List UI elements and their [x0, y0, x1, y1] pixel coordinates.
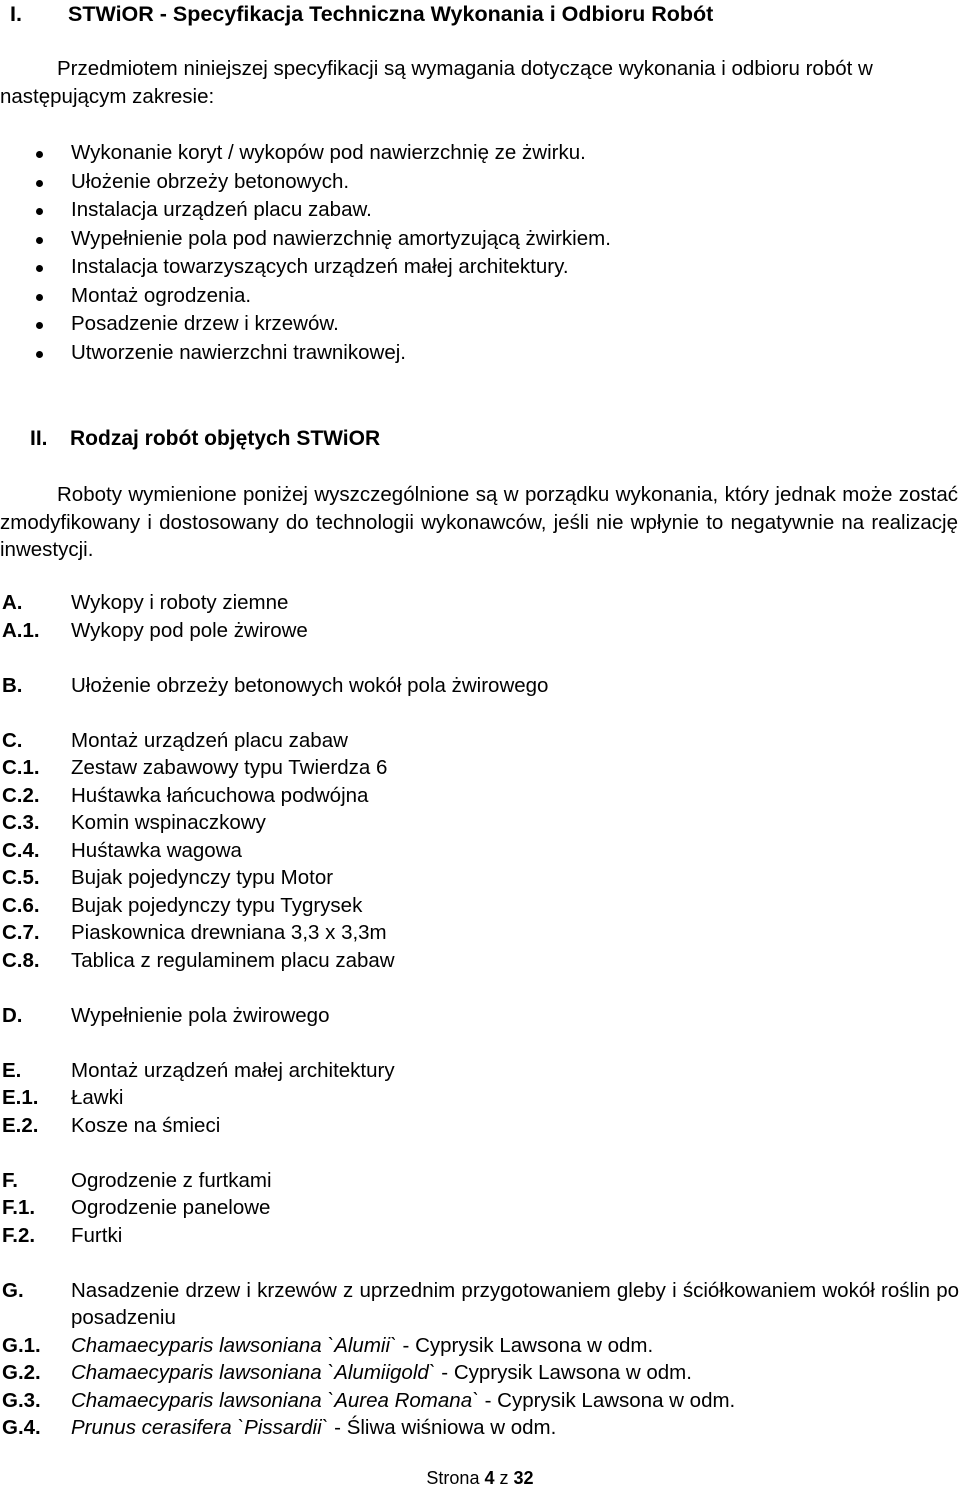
work-item: D. Wypełnienie pola żwirowego [2, 1003, 330, 1027]
work-item: E. Montaż urządzeń małej architektury [2, 1058, 395, 1082]
work-item: C.5. Bujak pojedynczy typu Motor [2, 866, 334, 889]
section-title: STWiOR - Specyfikacja Techniczna Wykonania i Odbioru Robót [68, 2, 714, 26]
scope-list [0, 139, 611, 367]
section-heading-1 [10, 0, 713, 28]
page-total: 32 [513, 1468, 534, 1488]
bullet-icon [36, 351, 43, 358]
work-item: G.3. Chamaecyparis lawsoniana `Aurea Romana` - Cyprysik Lawsona w odm. [2, 1388, 736, 1412]
intro-paragraph: Przedmiotem niniejszej specyfikacji są wymagania dotyczące wykonania i odbioru robót w następującym zakresie: [0, 57, 873, 108]
work-item: E.2. Kosze na śmieci [2, 1113, 221, 1137]
work-item: C.7. Piaskownica drewniana 3,3 x 3,3m [2, 921, 387, 944]
list-item: Instalacja towarzyszących urządzeń małej architektury. [0, 253, 611, 282]
work-item: C.4. Huśtawka wagowa [2, 838, 242, 862]
bullet-icon [36, 265, 43, 272]
work-item: C.2. Huśtawka łańcuchowa podwójna [2, 783, 369, 807]
list-item: Wypełnienie pola pod nawierzchnię amortyzującą żwirkiem. [0, 225, 611, 254]
bullet-icon [36, 294, 43, 301]
work-item: A. Wykopy i roboty ziemne [2, 591, 289, 614]
bullet-icon [36, 322, 43, 329]
bullet-icon [36, 180, 43, 187]
work-item: C.6. Bujak pojedynczy typu Tygrysek [2, 893, 363, 917]
bullet-icon [36, 208, 43, 215]
work-item: C.3. Komin wspinaczkowy [2, 811, 266, 834]
work-item: F.1. Ogrodzenie panelowe [2, 1196, 271, 1219]
work-item: F.2. Furtki [2, 1223, 123, 1247]
section-number: II. [30, 427, 48, 450]
bullet-icon [36, 151, 43, 158]
work-item: C.8. Tablica z regulaminem placu zabaw [2, 948, 395, 972]
page-footer: Strona 4 z 32 [426, 1468, 534, 1488]
work-item: C.1. Zestaw zabawowy typu Twierdza 6 [2, 756, 388, 779]
section-title: Rodzaj robót objętych STWiOR [70, 427, 381, 450]
work-item: A.1. Wykopy pod pole żwirowe [2, 618, 308, 642]
list-item: Instalacja urządzeń placu zabaw. [0, 196, 611, 225]
work-items-list [0, 589, 960, 1442]
work-item: B. Ułożenie obrzeży betonowych wokół pola żwirowego [2, 673, 549, 697]
work-item: C. Montaż urządzeń placu zabaw [2, 728, 348, 752]
list-item: Wykonanie koryt / wykopów pod nawierzchnię ze żwirku. [0, 139, 611, 168]
work-item: E.1. Ławki [2, 1086, 124, 1109]
list-item: Ułożenie obrzeży betonowych. [0, 168, 611, 197]
list-item: Montaż ogrodzenia. [0, 282, 611, 311]
list-item: Posadzenie drzew i krzewów. [0, 310, 611, 339]
work-item: G.1. Chamaecyparis lawsoniana `Alumii` - Cyprysik Lawsona w odm. [2, 1333, 654, 1357]
list-item: Utworzenie nawierzchni trawnikowej. [0, 339, 611, 368]
work-order-paragraph: Roboty wymienione poniżej wyszczególnione są w porządku wykonania, który jednak może zostać zmodyfikowany i dostosowany do technologii wykonawców, jeśli nie wpłynie to negatywnie na realizację inwestycji. [0, 483, 958, 561]
work-item: G. Nasadzenie drzew i krzewów z uprzednim przygotowaniem gleby i ściółkowaniem wokół roślin po posadzeniu [2, 1278, 959, 1329]
bullet-icon [36, 237, 43, 244]
work-item: G.2. Chamaecyparis lawsoniana `Alumiigold` - Cyprysik Lawsona w odm. [2, 1361, 692, 1384]
section-number: I. [10, 2, 22, 26]
work-item: G.4. Prunus cerasifera `Pissardii` - Śliwa wiśniowa w odm. [2, 1416, 557, 1439]
page-number: 4 [484, 1468, 495, 1488]
work-item: F. Ogrodzenie z furtkami [2, 1168, 272, 1192]
section-heading-2 [30, 425, 380, 453]
